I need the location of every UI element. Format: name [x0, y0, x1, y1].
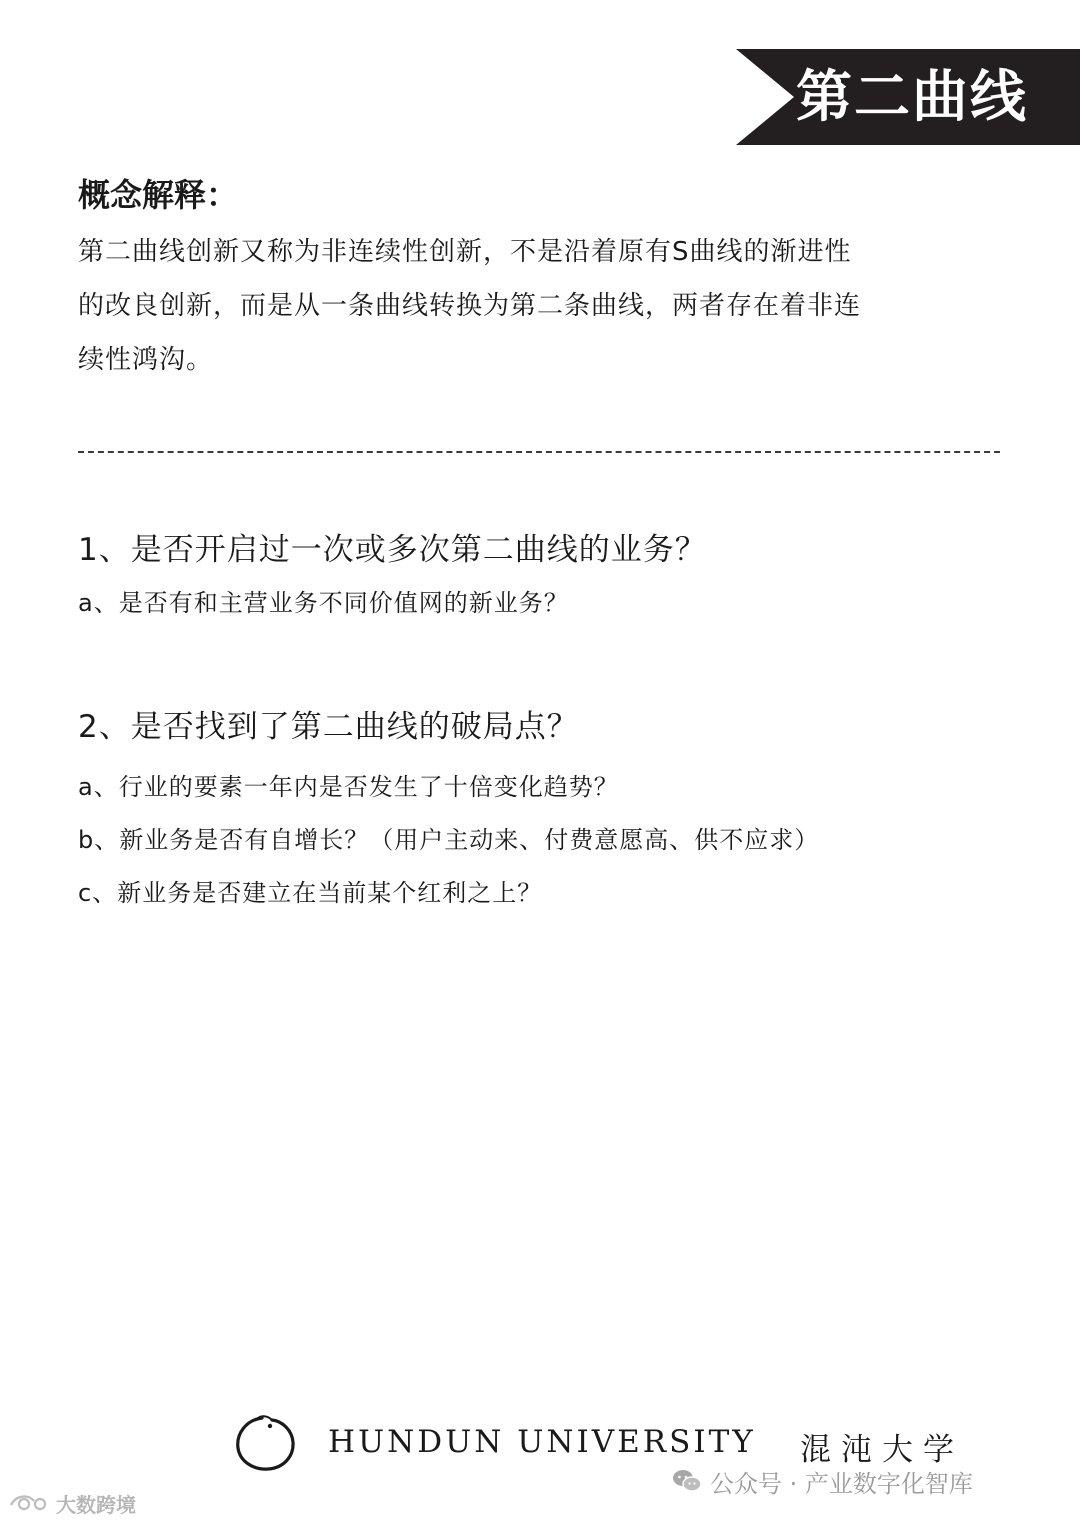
question-1-title: 1、是否开启过一次或多次第二曲线的业务？: [78, 532, 707, 568]
logo-text-en: HUNDUN UNIVERSITY: [328, 1424, 756, 1460]
eye-logo-icon: [8, 1491, 52, 1515]
question-2-item-a: a、行业的要素一年内是否发生了十倍变化趋势？: [78, 773, 619, 801]
concept-line: 续性鸿沟。: [78, 345, 214, 375]
concept-body: [78, 225, 1018, 387]
wechat-watermark: [672, 1464, 973, 1498]
page-title: 第二曲线: [796, 64, 1028, 130]
concept-line: 第二曲线创新又称为非连续性创新，不是沿着原有S曲线的渐进性: [78, 237, 852, 267]
concept-line: 的改良创新，而是从一条曲线转换为第二条曲线，两者存在着非连: [78, 291, 862, 321]
wechat-icon: [672, 1468, 702, 1494]
logo-text-cn: 混沌大学: [800, 1432, 964, 1468]
question-2-item-c: c、新业务是否建立在当前某个红利之上？: [78, 879, 543, 907]
corner-watermark-text: 大数跨境: [56, 1492, 136, 1517]
question-1-item-a: a、是否有和主营业务不同价值网的新业务？: [78, 589, 569, 617]
concept-heading: 概念解释：: [78, 176, 239, 214]
question-2-item-b: b、新业务是否有自增长？（用户主动来、付费意愿高、供不应求）: [78, 826, 820, 854]
ink-circle-logo-icon: [232, 1412, 300, 1474]
corner-watermark: [8, 1488, 136, 1518]
wechat-watermark-text: 公众号 · 产业数字化智库: [710, 1469, 973, 1498]
dashed-divider: [78, 451, 1000, 453]
question-2-title: 2、是否找到了第二曲线的破局点？: [78, 709, 579, 745]
